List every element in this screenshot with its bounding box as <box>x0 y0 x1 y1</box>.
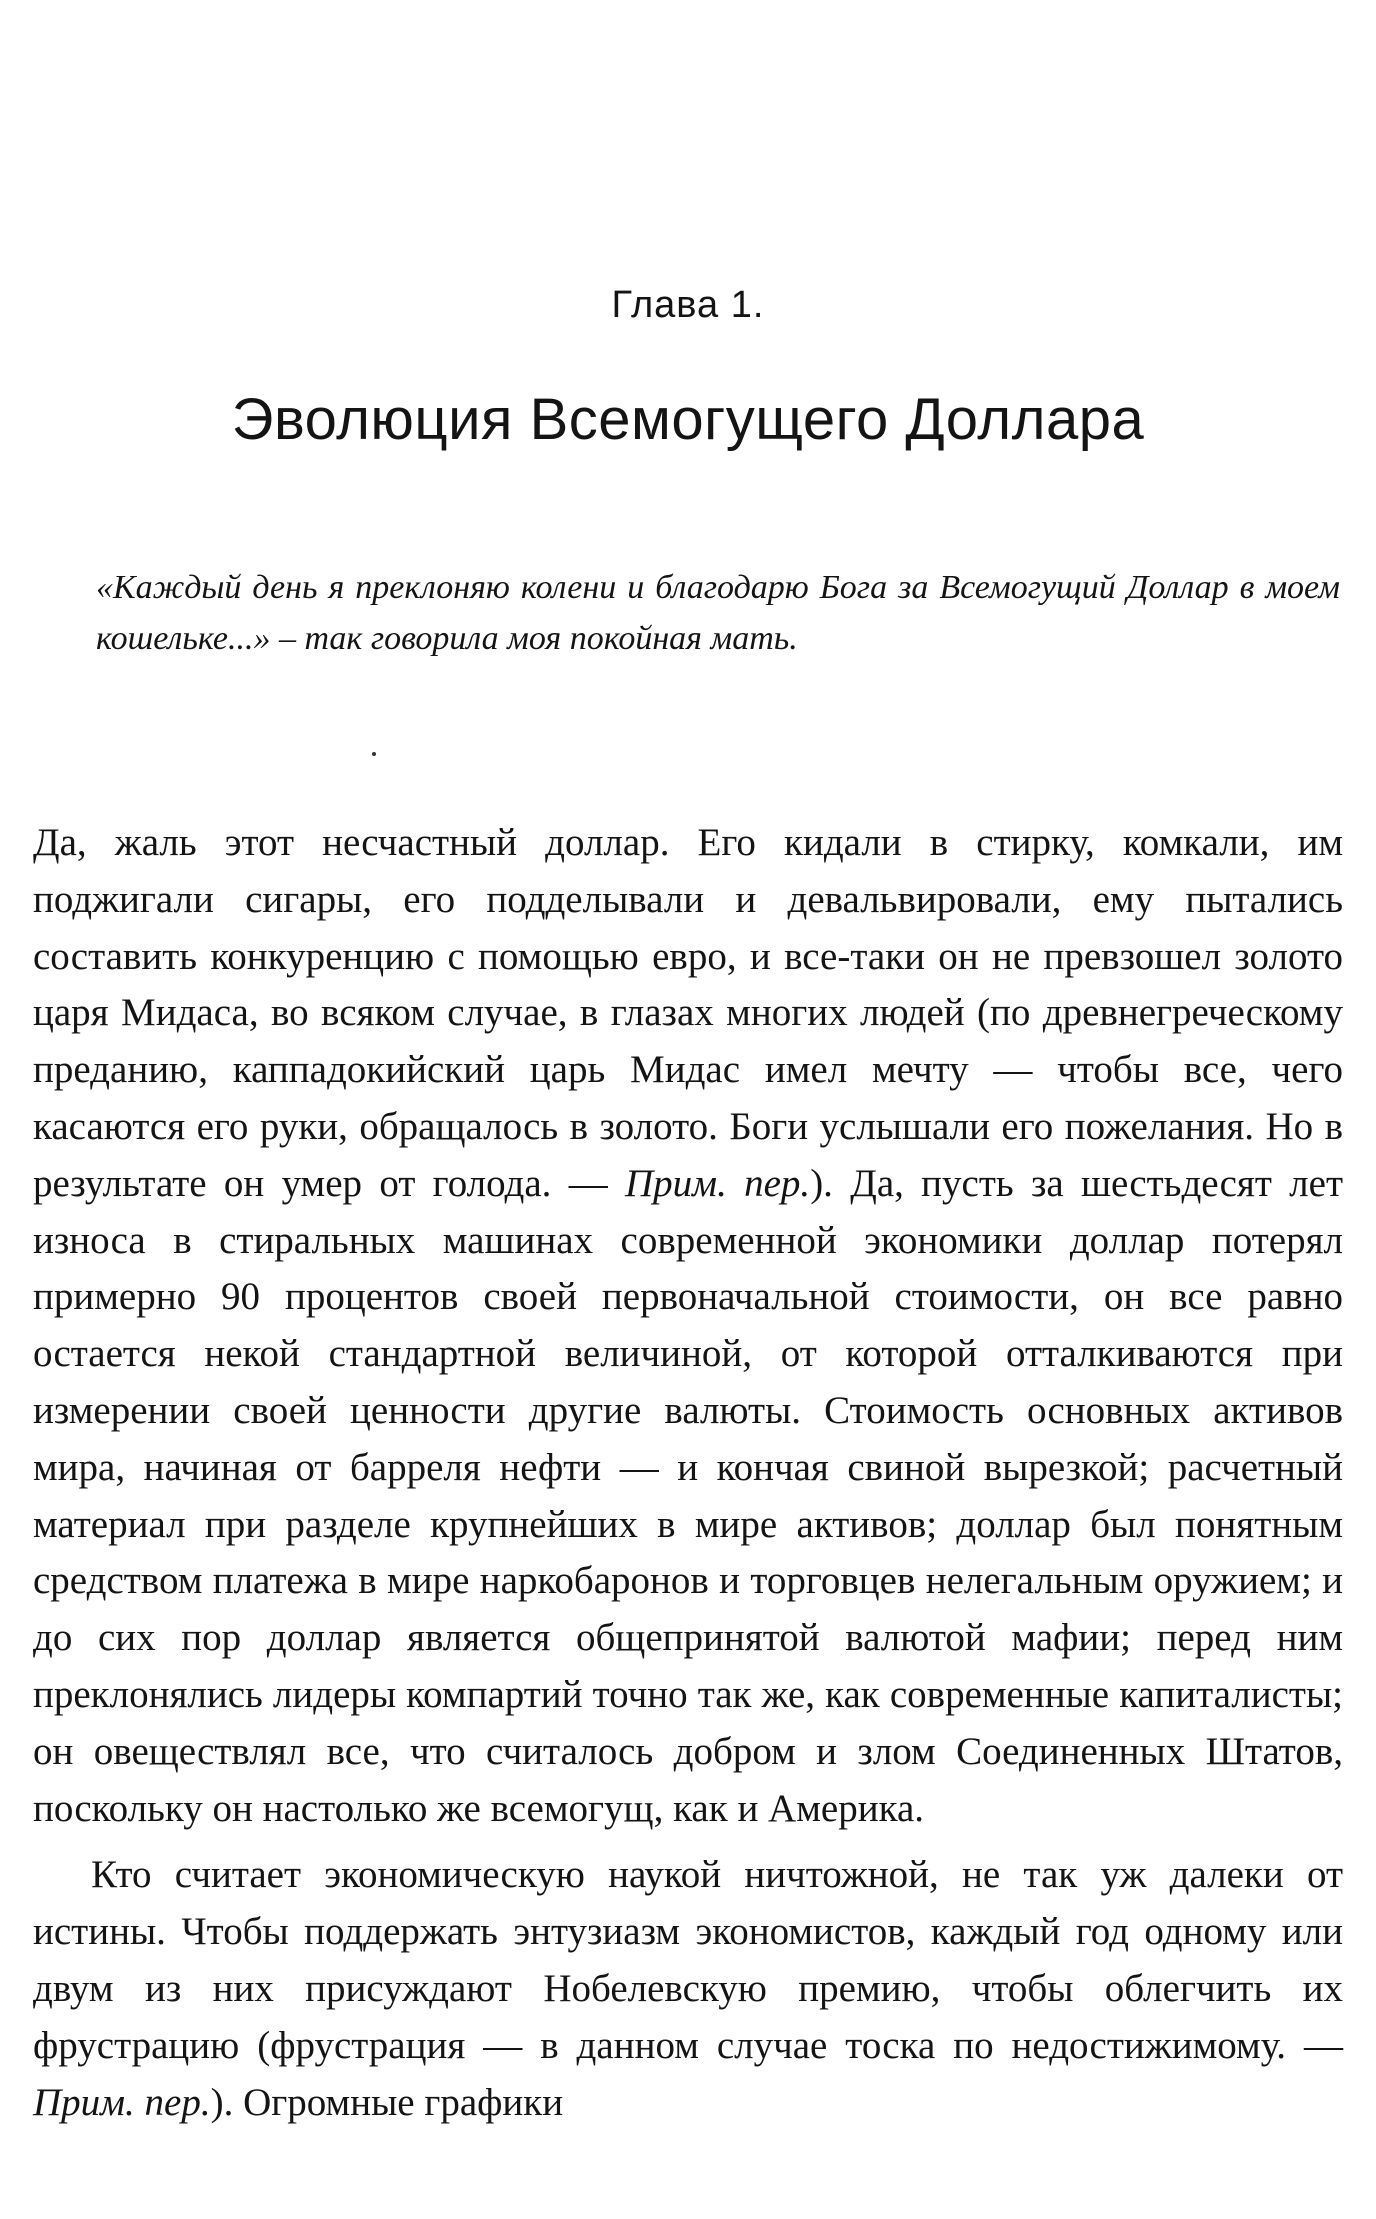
chapter-label: Глава 1. <box>611 284 765 326</box>
body-text <box>33 815 1343 2131</box>
paragraph-2-translator-note: Прим. пер. <box>33 2080 211 2124</box>
paragraph-1-translator-note: Прим. пер. <box>625 1161 811 1205</box>
stray-dot-mark <box>372 752 376 756</box>
body-paragraph-2 <box>33 1847 1343 2131</box>
body-paragraph-1 <box>33 815 1343 1837</box>
chapter-title: Эволюция Всемогущего Доллара <box>231 387 1145 452</box>
paragraph-1-text-b: ). Да, пусть за шестьдесят лет износа в стиральных машинах современной экономики доллар потерял примерно 90 процентов своей первоначальной стоимости, он все равно остается некой стандартной величиной, от которой отталкиваются при измерении своей ценности другие валюты. Стоимость основных активов мира, начиная от барреля нефти — и кончая свиной вырезкой; расчетный материал при разделе крупнейших в мире активов; доллар был понятным средством платежа в мире наркобаронов и торговцев нелегальным оружием; и до сих пор доллар является общепринятой валютой мафии; перед ним преклонялись лидеры компартий точно так же, как современные капиталисты; он овеществлял все, что считалось добром и злом Соединенных Штатов, поскольку он настолько же всемогущ, как и Америка. <box>33 1161 1343 1830</box>
epigraph: «Каждый день я преклоняю колени и благодарю Бога за Всемогущий Доллар в моем кошельке...» – так говорила моя покойная мать. <box>96 569 1340 657</box>
paragraph-1-text-a: Да, жаль этот несчастный доллар. Его кидали в стирку, комкали, им поджигали сигары, его подделывали и девальвировали, ему пытались составить конкуренцию с помощью евро, и все-таки он не превзошел золото царя Мидаса, во всяком случае, в глазах многих людей (по древнегреческому преданию, каппадокийский царь Мидас имел мечту — чтобы все, чего касаются его руки, обращалось в золото. Боги услышали его пожелания. Но в результате он умер от голода. — <box>33 821 1343 1205</box>
paragraph-2-text-a: Кто считает экономическую наукой ничтожной, не так уж далеки от истины. Чтобы поддержать энтузиазм экономистов, каждый год одному или двум из них присуждают Нобелевскую премию, чтобы облегчить их фрустрацию (фрустрация — в данном случае тоска по недостижимому. — <box>33 1853 1343 2067</box>
paragraph-2-text-b: ). Огромные графики <box>210 2080 564 2124</box>
